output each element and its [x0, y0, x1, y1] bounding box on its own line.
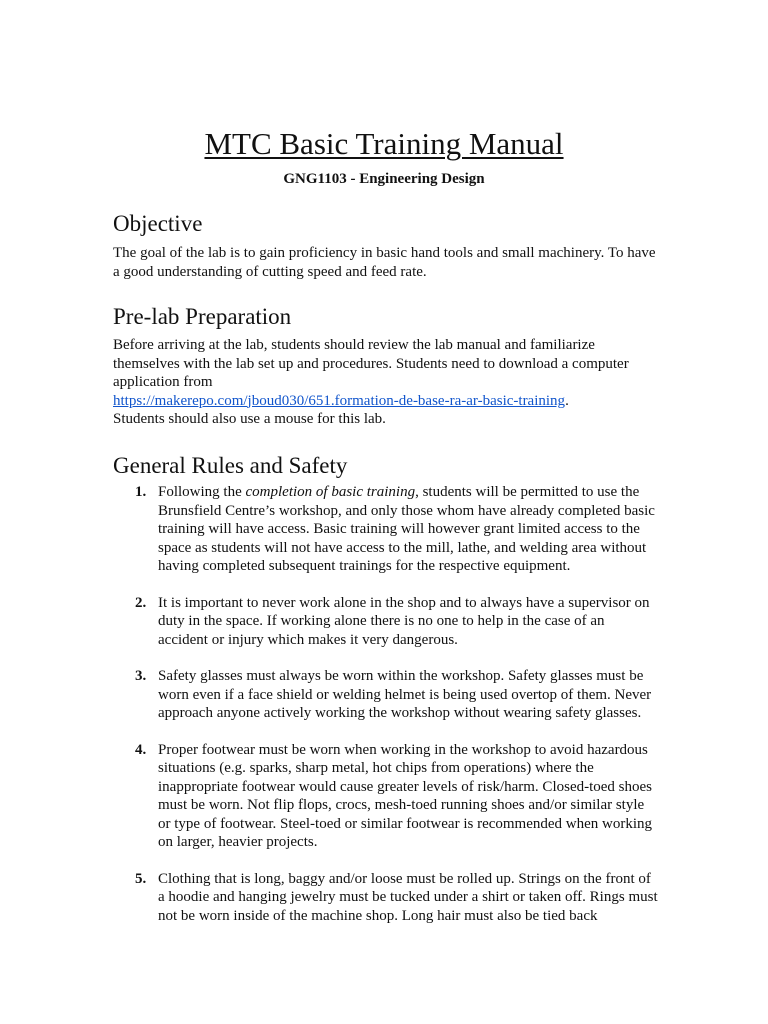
rule-number: 3.	[135, 668, 147, 684]
rule-text: It is important to never work alone in the shop and to always have a supervisor on duty in the space. If working alone there is no one to help in the case of an accident or injury which makes it very dangerous.	[158, 594, 650, 648]
rule-item	[113, 594, 658, 650]
rule-number: 2.	[135, 594, 147, 611]
rule-number: 5.	[135, 870, 147, 887]
objective-text: The goal of the lab is to gain proficiency in basic hand tools and small machinery. To have a good understanding of cutting speed and feed rate.	[113, 245, 656, 280]
rule-item	[113, 483, 658, 576]
document-title: MTC Basic Training Manual	[204, 126, 564, 161]
rule-item	[113, 741, 658, 852]
rule-text: Clothing that is long, baggy and/or loose must be rolled up. Strings on the front of a hoodie and hanging jewelry must be tucked under a shirt or taken off. Rings must not be worn inside of the machine shop. Long hair must also be tied back	[158, 870, 658, 924]
makerepo-link[interactable]: https://makerepo.com/jboud030/651.formation-de-base-ra-ar-basic-training	[113, 392, 566, 409]
rule-number: 4.	[135, 741, 147, 758]
rules-heading: General Rules and Safety	[113, 453, 348, 478]
rule-number: 1.	[135, 484, 147, 500]
rule-item	[113, 667, 658, 723]
rules-list	[113, 483, 658, 943]
prelab-heading: Pre-lab Preparation	[113, 304, 292, 329]
rule-text: Proper footwear must be worn when working in the workshop to avoid hazardous situations (e.g. sparks, sharp metal, hot chips from operations) where the inappropriate footwear would cause greater levels of risk/harm. Closed-toed shoes must be worn. Not flip flops, crocs, mesh-toed running shoes and/or similar style or type of footwear. Steel-toed or similar footwear is recommended when working on larger, heavier projects.	[158, 741, 653, 850]
rule-text	[158, 484, 655, 574]
rule-text-part: Following the	[158, 484, 246, 500]
prelab-text-mouse: Students should also use a mouse for this lab.	[113, 411, 386, 427]
document-subtitle: GNG1103 - Engineering Design	[283, 171, 485, 187]
rule-item	[113, 870, 658, 926]
prelab-text-intro: Before arriving at the lab, students should review the lab manual and familiarize themselves with the lab set up and procedures. Students need to download a computer application from	[113, 337, 629, 390]
rule-text-part: , students will be permitted to use the Brunsfield Centre’s workshop, and only those whom have already completed basic training will have access. Basic training will however grant limited access to the space as students will not have access to the mill, lathe, and welding area without having completed subsequent trainings for the respective equipment.	[158, 484, 655, 574]
rule-text: Safety glasses must always be worn within the workshop. Safety glasses must be worn even if a face shield or welding helmet is being used overtop of them. Never approach anyone actively working the workshop without wearing safety glasses.	[158, 668, 652, 721]
prelab-link-period: .	[565, 392, 569, 409]
prelab-text	[113, 336, 658, 429]
objective-heading: Objective	[113, 211, 203, 236]
rule-text-emphasis: completion of basic training	[245, 484, 416, 500]
